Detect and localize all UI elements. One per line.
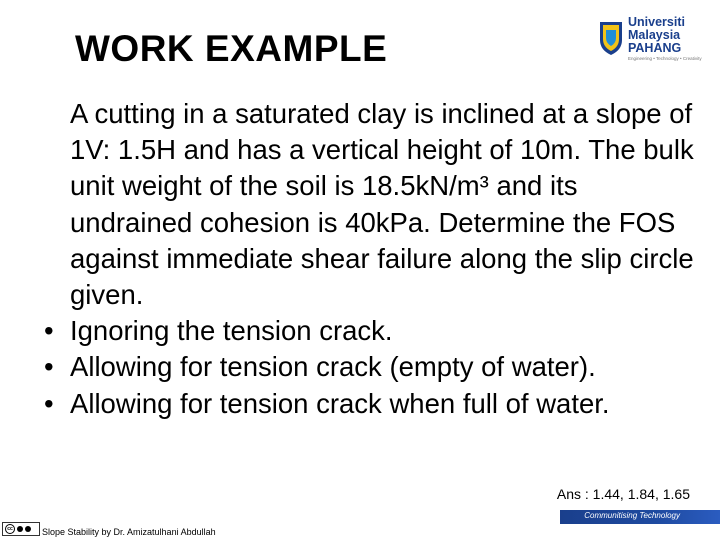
nc-icon (25, 526, 31, 532)
footer-tagline: Communitising Technology (584, 511, 680, 520)
logo-line-1: Universiti (628, 15, 685, 29)
problem-statement: A cutting in a saturated clay is inclined at a slope of 1V: 1.5H and has a vertical height of 10m. The bulk unit weight of the soil is 18.5kN/m³ and its undrained cohesion is 40kPa. Determine the FOS against immediate shear failure along the slip circle given. (70, 98, 694, 311)
footer-credit: Slope Stability by Dr. Amizatulhani Abdullah (42, 527, 216, 537)
cc-by-nc-icon (2, 522, 40, 536)
bullet-list (44, 313, 704, 422)
by-icon (17, 526, 23, 532)
logo-tagline: Engineering • Technology • Creativity (628, 56, 702, 61)
slide-body (44, 96, 704, 422)
logo-line-3: PAHANG (628, 41, 682, 55)
cc-icon: cc (5, 524, 15, 534)
logo-line-2: Malaysia (628, 28, 681, 42)
bullet-icon: • (44, 315, 54, 347)
list-item (44, 349, 704, 385)
bullet-text: Allowing for tension crack when full of water. (70, 387, 610, 419)
bullet-text: Ignoring the tension crack. (70, 315, 393, 347)
university-logo (598, 16, 708, 68)
list-item (44, 386, 704, 422)
slide-title: WORK EXAMPLE (75, 28, 388, 69)
bullet-icon: • (44, 387, 54, 419)
answer-text: Ans : 1.44, 1.84, 1.65 (556, 486, 690, 502)
bullet-text: Allowing for tension crack (empty of water). (70, 351, 596, 383)
list-item (44, 313, 704, 349)
bullet-icon: • (44, 351, 54, 383)
footer-bar (560, 510, 720, 524)
shield-icon (598, 20, 624, 56)
